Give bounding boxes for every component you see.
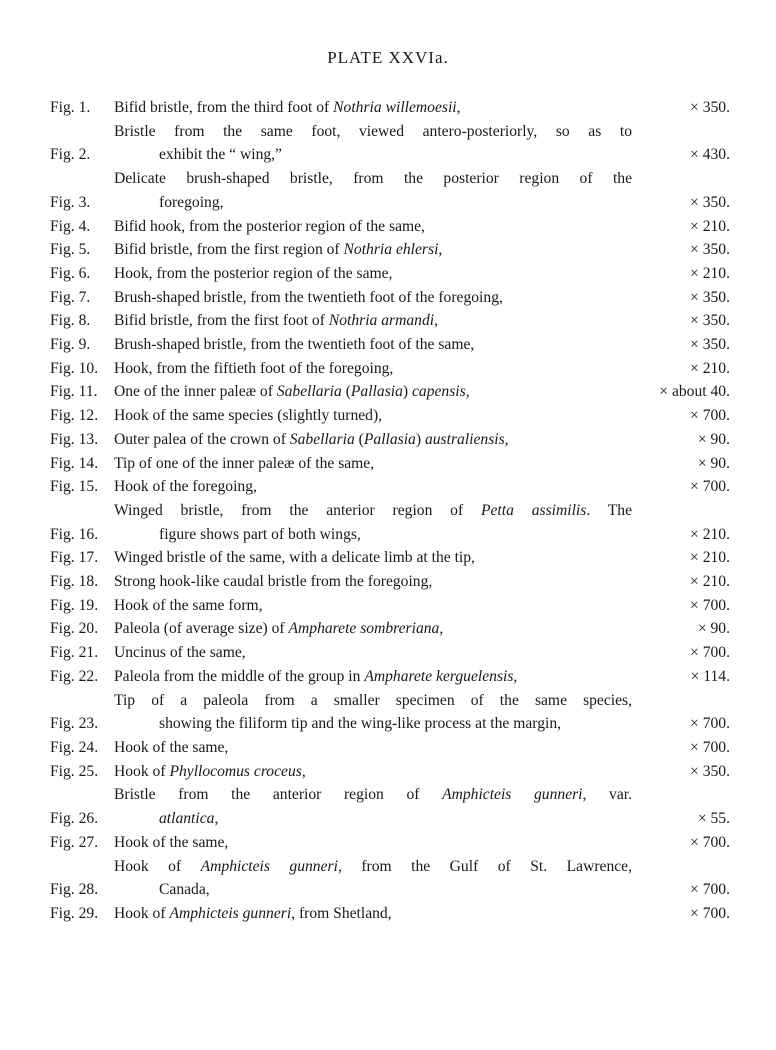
figure-entry <box>50 665 730 689</box>
figure-label: Fig. 19. <box>50 596 99 614</box>
figure-label: Fig. 15. <box>50 478 99 496</box>
figure-label: Fig. 14. <box>50 454 99 472</box>
figure-description: Hook, from the posterior region of the same, <box>114 264 393 282</box>
figure-description: Outer palea of the crown of Sabellaria (Pallasia) australiensis, <box>114 430 509 448</box>
figure-entry <box>50 570 730 594</box>
figure-label: Fig. 17. <box>50 549 99 567</box>
figure-description: Hook of the same, <box>114 833 229 851</box>
figure-label: Fig. 10. <box>50 359 99 377</box>
figure-description: Hook of the same, <box>114 738 229 756</box>
magnification: × 700. <box>690 478 730 496</box>
figure-label: Fig. 22. <box>50 667 99 685</box>
figure-label: Fig. 5. <box>50 241 91 259</box>
figure-entry <box>50 404 730 428</box>
figure-description: Hook of the foregoing, <box>114 478 257 496</box>
figure-list <box>50 96 730 926</box>
figure-description: Delicate brush-shaped bristle, from the posterior region of the foregoing, <box>114 170 632 211</box>
figure-label: Fig. 28. <box>50 881 99 899</box>
figure-description: Bifid bristle, from the first region of Nothria ehlersi, <box>114 241 443 259</box>
magnification: × 350. <box>690 193 730 211</box>
figure-label: Fig. 13. <box>50 430 99 448</box>
figure-label: Fig. 16. <box>50 525 99 543</box>
figure-description: Bristle from the anterior region of Amphicteis gunneri, var. atlantica, <box>114 786 632 828</box>
magnification: × 700. <box>690 904 730 922</box>
figure-entry <box>50 238 730 262</box>
figure-description: Paleola from the middle of the group in Ampharete kerguelensis, <box>114 667 518 685</box>
magnification: × 350. <box>690 762 730 780</box>
figure-entry <box>50 546 730 570</box>
figure-label: Fig. 7. <box>50 288 91 306</box>
figure-entry <box>50 689 730 736</box>
figure-label: Fig. 3. <box>50 193 91 211</box>
figure-description: Hook of the same form, <box>114 596 263 614</box>
magnification: × 90. <box>697 430 730 448</box>
figure-entry <box>50 617 730 641</box>
figure-description: Brush-shaped bristle, from the twentieth foot of the foregoing, <box>114 288 503 306</box>
magnification: × 700. <box>690 596 730 614</box>
magnification: × 114. <box>690 667 730 685</box>
magnification: × 350. <box>690 312 730 330</box>
figure-entry <box>50 855 730 902</box>
magnification: × 700. <box>690 407 730 425</box>
figure-label: Fig. 26. <box>50 810 99 828</box>
figure-entry <box>50 380 730 404</box>
figure-description: Hook of the same species (slightly turned), <box>114 407 383 425</box>
plate-title: PLATE XXVIa. <box>327 48 449 67</box>
figure-entry <box>50 452 730 476</box>
figure-description: Paleola (of average size) of Ampharete sombreriana, <box>114 620 444 638</box>
figure-label: Fig. 21. <box>50 644 99 662</box>
figure-label: Fig. 9. <box>50 336 91 354</box>
figure-label: Fig. 12. <box>50 407 99 425</box>
magnification: × 700. <box>690 644 730 662</box>
figure-description: Bifid bristle, from the first foot of Nothria armandi, <box>114 312 438 330</box>
magnification: × 700. <box>690 738 730 756</box>
figure-entry <box>50 333 730 357</box>
figure-entry <box>50 783 730 830</box>
figure-description: Hook of Phyllocomus croceus, <box>114 762 306 780</box>
figure-label: Fig. 29. <box>50 904 99 922</box>
figure-label: Fig. 11. <box>50 383 98 401</box>
figure-label: Fig. 20. <box>50 620 99 638</box>
magnification: × 210. <box>690 525 730 543</box>
figure-description: Hook of Amphicteis gunneri, from Shetland, <box>114 904 392 922</box>
figure-entry <box>50 641 730 665</box>
figure-description: Tip of a paleola from a smaller specimen of the same species, showing the filiform tip and the wing-like process at the margin, <box>114 691 632 733</box>
magnification: × 350. <box>690 99 730 116</box>
figure-entry <box>50 167 730 214</box>
figure-label: Fig. 24. <box>50 738 99 756</box>
figure-description: Tip of one of the inner paleæ of the same, <box>114 454 375 472</box>
magnification: × 350. <box>690 288 730 306</box>
figure-description: One of the inner paleæ of Sabellaria (Pallasia) capensis, <box>114 383 470 401</box>
figure-entry <box>50 309 730 333</box>
magnification: × 700. <box>690 715 730 733</box>
figure-label: Fig. 27. <box>50 833 99 851</box>
figure-entry <box>50 286 730 310</box>
magnification: × 210. <box>690 217 730 235</box>
figure-description: Strong hook-like caudal bristle from the foregoing, <box>114 573 433 591</box>
figure-label: Fig. 4. <box>50 217 91 235</box>
figure-description: Hook of Amphicteis gunneri, from the Gulf of St. Lawrence, Canada, <box>114 857 632 899</box>
magnification: × 430. <box>690 146 730 164</box>
figure-entry <box>50 96 730 120</box>
magnification: × 90. <box>697 454 730 472</box>
figure-label: Fig. 6. <box>50 264 91 282</box>
magnification: × about 40. <box>659 383 730 401</box>
figure-description: Bifid bristle, from the third foot of Nothria willemoesii, <box>114 99 461 116</box>
magnification: × 700. <box>690 881 730 899</box>
figure-entry <box>50 831 730 855</box>
figure-description: Bifid hook, from the posterior region of the same, <box>114 217 425 235</box>
figure-entry <box>50 475 730 499</box>
magnification: × 55. <box>697 810 730 828</box>
figure-description: Uncinus of the same, <box>114 644 246 662</box>
figure-label: Fig. 1. <box>50 99 91 116</box>
magnification: × 210. <box>690 573 730 591</box>
figure-description: Hook, from the fiftieth foot of the foregoing, <box>114 359 394 377</box>
magnification: × 90. <box>697 620 730 638</box>
magnification: × 210. <box>690 359 730 377</box>
figure-entry <box>50 736 730 760</box>
figure-entry <box>50 499 730 546</box>
figure-description: Bristle from the same foot, viewed antero-posteriorly, so as to exhibit the “ wing,” <box>114 122 632 164</box>
figure-label: Fig. 23. <box>50 715 99 733</box>
figure-label: Fig. 18. <box>50 573 99 591</box>
figure-label: Fig. 8. <box>50 312 91 330</box>
magnification: × 700. <box>690 833 730 851</box>
figure-label: Fig. 25. <box>50 762 99 780</box>
figure-entry <box>50 215 730 239</box>
figure-entry <box>50 760 730 784</box>
figure-description: Brush-shaped bristle, from the twentieth foot of the same, <box>114 336 475 354</box>
magnification: × 210. <box>690 264 730 282</box>
magnification: × 350. <box>690 241 730 259</box>
figure-entry <box>50 902 730 926</box>
figure-entry <box>50 262 730 286</box>
magnification: × 350. <box>690 336 730 354</box>
figure-entry <box>50 428 730 452</box>
figure-entry <box>50 594 730 618</box>
figure-label: Fig. 2. <box>50 146 91 164</box>
magnification: × 210. <box>690 549 730 567</box>
figure-description: Winged bristle of the same, with a delicate limb at the tip, <box>114 549 475 567</box>
figure-entry <box>50 120 730 167</box>
figure-entry <box>50 357 730 381</box>
figure-description: Winged bristle, from the anterior region of Petta assimilis. The figure shows part of both wings, <box>114 501 632 543</box>
